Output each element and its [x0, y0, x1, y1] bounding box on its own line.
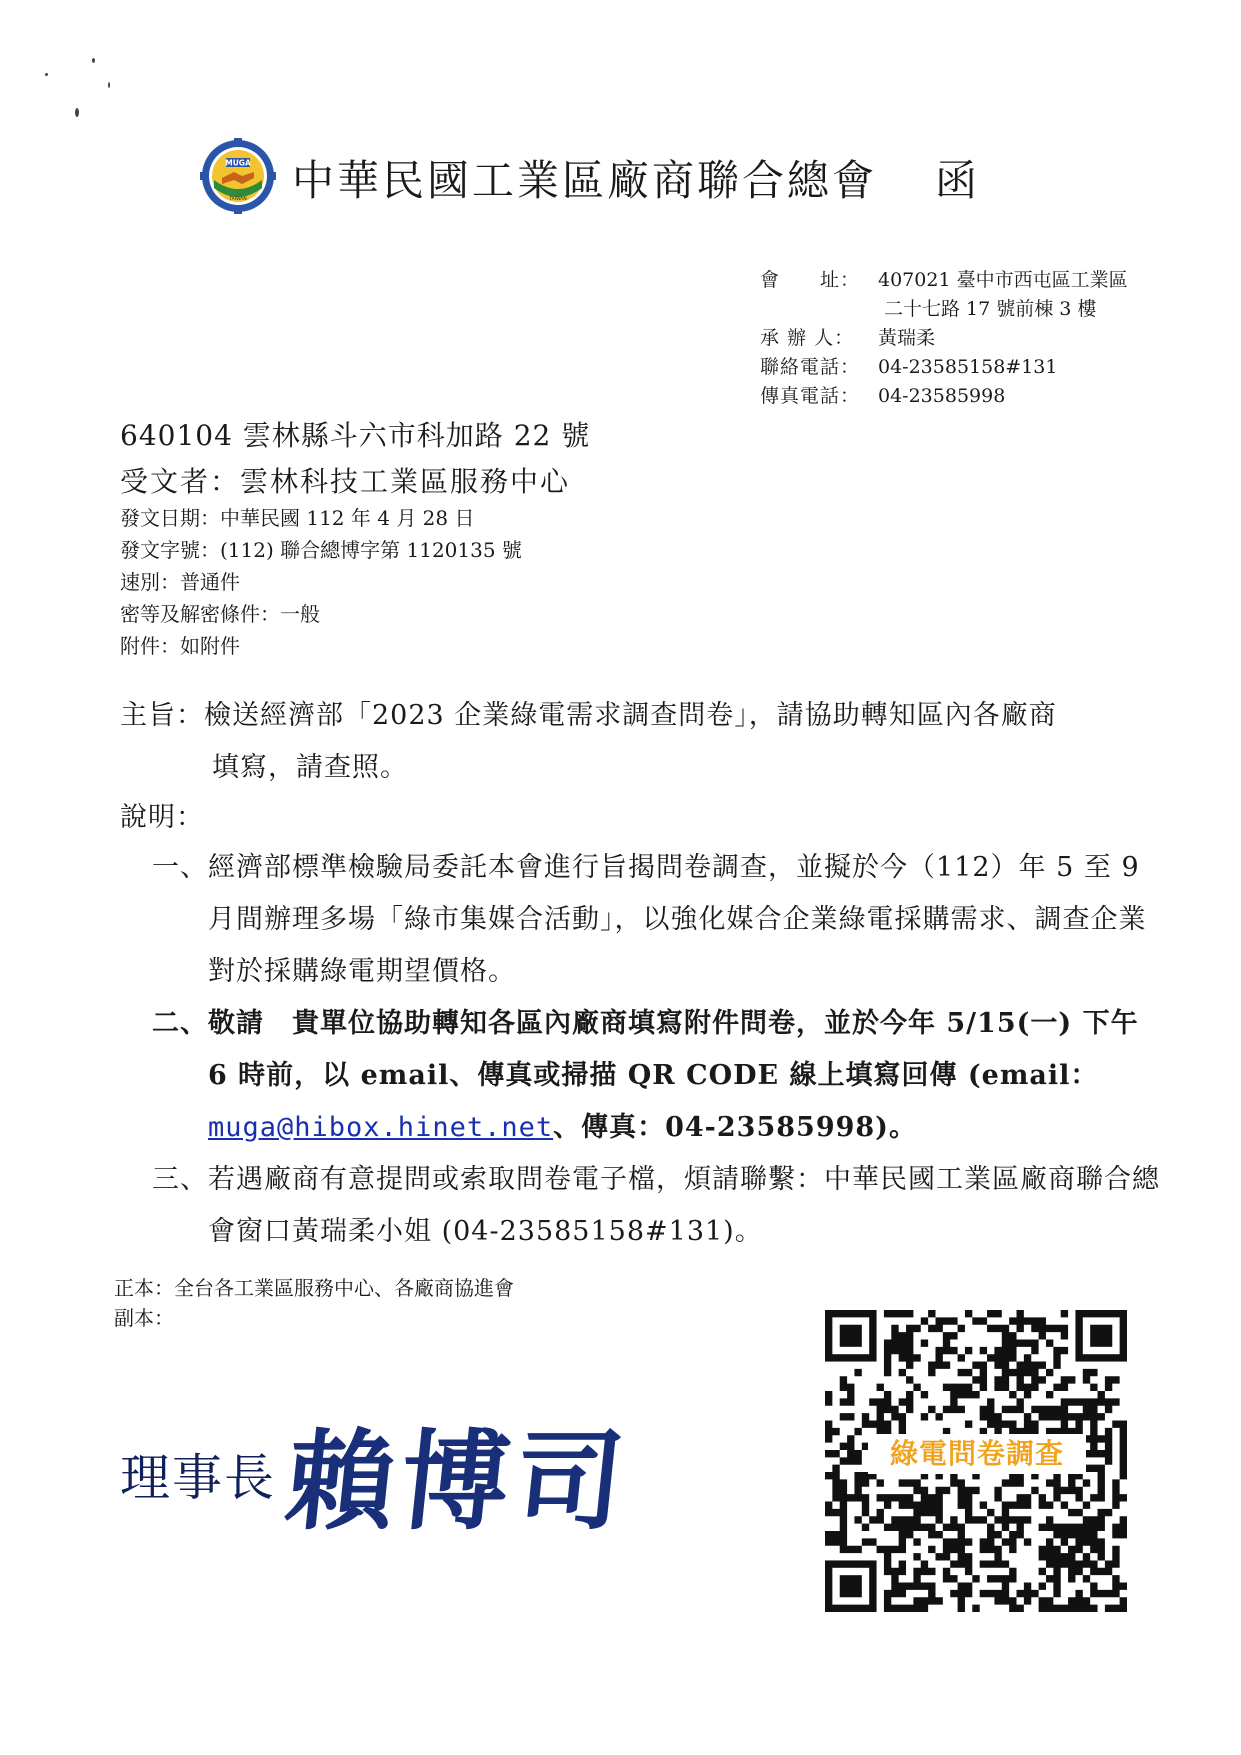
document-meta	[120, 502, 522, 662]
explanation-item-3	[120, 1154, 1160, 1258]
svg-text:MUGA: MUGA	[225, 158, 251, 168]
email-link[interactable]: muga@hibox.hinet.net	[208, 1112, 554, 1143]
handler-name: 黃瑞柔	[878, 327, 936, 349]
fax-label: 傳真電話：	[760, 385, 861, 407]
qr-finder-pattern	[825, 1310, 877, 1362]
explanation-list	[120, 842, 1160, 1258]
scan-speck	[75, 108, 79, 117]
item-text-end: 、傳真：04-23585998)。	[553, 1112, 917, 1143]
chairman-title: 理事長	[120, 1449, 276, 1507]
chairman-signature: 賴博司	[280, 1419, 636, 1545]
address-line-2: 二十七路 17 號前棟 3 樓	[884, 298, 1097, 320]
org-name: 中華民國工業區廠商聯合總會	[292, 156, 878, 205]
scan-speck	[45, 73, 48, 76]
document-kind: 函	[935, 156, 978, 205]
issue-date: 發文日期：中華民國 112 年 4 月 28 日	[120, 506, 475, 530]
phone-label: 聯絡電話：	[760, 356, 861, 378]
qr-finder-pattern	[825, 1560, 877, 1612]
contact-block	[760, 266, 1128, 411]
scan-speck	[108, 82, 110, 88]
item-text: 若遇廠商有意提問或索取問卷電子檔，煩請聯繫：中華民國工業區廠商聯合總會窗口黃瑞柔小姐 (04-23585158#131)。	[208, 1164, 1160, 1247]
item-text: 經濟部標準檢驗局委託本會進行旨揭問卷調查，並擬於今（112）年 5 至 9 月間辦理多場「綠市集媒合活動」，以強化媒合企業綠電採購需求、調查企業對於採購綠電期望價格。	[208, 852, 1147, 987]
item-number: 一、	[152, 852, 208, 883]
svg-text:TAIWAN: TAIWAN	[229, 197, 247, 202]
address-line-1: 407021 臺中市西屯區工業區	[878, 269, 1128, 291]
distribution-block	[114, 1273, 514, 1333]
qr-label: 綠電問卷調查	[868, 1434, 1086, 1474]
address-label: 會 址：	[760, 269, 861, 291]
attachment-note: 附件：如附件	[120, 634, 240, 658]
subject	[120, 690, 1150, 794]
explanation-item-1	[120, 842, 1160, 998]
fax-number: 04-23585998	[878, 385, 1006, 407]
handler-label: 承 辦 人：	[760, 327, 855, 349]
scan-speck	[92, 58, 95, 63]
delivery-speed: 速別：普通件	[120, 570, 240, 594]
item-number: 二、	[152, 1008, 208, 1039]
explanation-item-2	[120, 998, 1160, 1154]
explanation-heading: 說明：	[120, 802, 204, 833]
original-recipients: 正本：全台各工業區服務中心、各廠商協進會	[114, 1276, 514, 1300]
phone-number: 04-23585158#131	[878, 356, 1058, 378]
subject-line-1: 主旨：檢送經濟部「2023 企業綠電需求調查問卷」，請協助轉知區內各廠商	[120, 700, 1057, 731]
document-number: 發文字號：(112) 聯合總博字第 1120135 號	[120, 538, 522, 562]
recipient-address: 640104 雲林縣斗六市科加路 22 號	[120, 419, 591, 452]
recipient-name: 受文者：雲林科技工業區服務中心	[120, 465, 571, 498]
item-text: 敬請 貴單位協助轉知各區內廠商填寫附件問卷，並於今年 5/15(一) 下午 6 時前，以 email、傳真或掃描 QR CODE 線上填寫回傳 (email：	[208, 1008, 1139, 1091]
item-number: 三、	[152, 1164, 208, 1195]
muga-logo	[200, 138, 276, 214]
secrecy-level: 密等及解密條件：一般	[120, 602, 320, 626]
qr-finder-pattern	[1075, 1310, 1127, 1362]
subject-line-2: 填寫，請查照。	[212, 752, 408, 783]
copy-recipients: 副本：	[114, 1306, 174, 1330]
